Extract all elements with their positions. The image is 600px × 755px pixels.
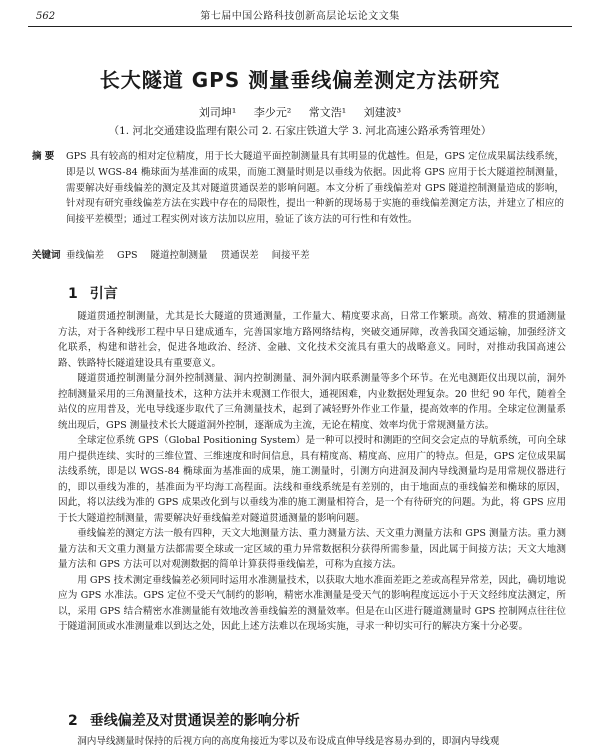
affiliations: （1. 河北交通建设监理有限公司 2. 石家庄铁道大学 3. 河北高速公路承秀管理处）: [108, 125, 492, 137]
abstract-label: 摘 要: [32, 151, 55, 162]
abstract-text: GPS 具有较高的相对定位精度，用于长大隧道平面控制测量具有其明显的优越性。但是，GPS 定位成果属法线系统，即是以 WGS-84 椭球面为基准面的成果，而施工测量时则是以垂线为依据。因此将 GPS 应用于长大隧道控制测量，需要解决好垂线偏差的测定及其对隧道贯通误差的影响问题。本文分析了垂线偏差对 GPS 隧道控制测量造成的影响，针对现有研究垂线偏差方法在实践中存在的局限性，提出一种新的现场易于实施的垂线偏差测定方法，并建立了相应的间接平差模型；通过工程实例对该方法加以应用，验证了该方法的可行性和有效性。: [66, 151, 564, 226]
keyword: 贯通误差: [220, 250, 259, 261]
paragraph: 垂线偏差的测定方法一般有四种，天文大地测量方法、重力测量方法、天文重力测量方法和 GPS 测量方法。重力测量方法和天文重力测量方法都需要全球或一定区域的重力异常数据积分获得所需参量，因此属于间接方法；天文大地测量方法和 GPS 方法可以对观测数据的简单计算获得垂线偏差，可称为直接方法。: [58, 528, 566, 570]
section-title: 垂线偏差及对贯通误差的影响分析: [89, 713, 300, 729]
keywords-list: [66, 248, 564, 263]
paper-title: 长大隧道 GPS 测量垂线偏差测定方法研究: [99, 68, 501, 92]
paragraph: 洞内导线测量时保持的后视方向的高度角接近为零以及布设成直伸导线是容易办到的，即洞内导线观: [77, 736, 500, 747]
paragraph: 隧道贯通控制测量分洞外控制测量、洞内控制测量、洞外洞内联系测量等多个环节。在光电测距仪出现以前，洞外控制测量采用的三角测量技术，这种方法并未观测工作很大，通视困难，内业数据处理复杂。20 世纪 90 年代，随着全站仪的应用普及，光电导线逐步取代了三角测量技术，起到了减轻野外作业工作量，提高效率的作用。全球定位测量系统出现后，GPS 测量技术长大隧道洞外控制，逐渐成为主流，无论在精度、效率均优于常规测量方法。: [58, 373, 566, 431]
authors: 刘司坤¹ 李少元² 常文浩¹ 刘建波³: [198, 106, 402, 119]
section-number: 2: [68, 713, 78, 729]
journal-name: 第七届中国公路科技创新高层论坛论文文集: [200, 11, 400, 22]
keywords-label: 关键词: [32, 250, 61, 261]
keyword: 垂线偏差: [66, 250, 105, 261]
page-number: 562: [36, 11, 56, 22]
section-heading-2: [68, 710, 300, 730]
paragraph: 用 GPS 技术测定垂线偏差必须同时运用水准测量技术，以获取大地水准面差距之差或高程异常差，因此，确切地说应为 GPS 水准法。GPS 定位不受天气制约的影响，精密水准测量是受天气的影响程度远远小于天文经纬度法测定，所以，采用 GPS 结合精密水准测量能有效地改善垂线偏差的测量效率。但是在山区进行隧道测量时 GPS 控制网点往往位于隧道洞顶或水准测量难以到达之处，因此上述方法难以在现场实施，寻求一种切实可行的解决方案十分必要。: [58, 574, 566, 632]
keyword: 间接平差: [271, 250, 310, 261]
keywords: [32, 248, 564, 263]
paragraph: 全球定位系统 GPS（Global Positioning System）是一种可以授时和测距的空间交会定点的导航系统，可向全球用户提供连续、实时的三维位置、三维速度和时间信息，具有精度高、精度高、应用广的特点。但是，GPS 定位成果属法线系统，即是以 WGS-84 椭球面为基准面的成果，施工测量时，引测方向进洞及洞内导线测量均是用常规仪器进行的，即以垂线为准的，基准面为平均海工高程面。法线和垂线系统是有差别的，由于地面点的垂线偏差和椭球的原因，因此，将以法线为准的 GPS 成果改化到与以垂线为准的施工测量相符合，是一个有待研究的问题。为此，将 GPS 应用于长大隧道控制测量，需要解决好垂线偏差对隧道贯通测量的影响问题。: [58, 435, 566, 524]
section-heading-1: [68, 283, 118, 303]
paragraph: 隧道贯通控制测量，尤其是长大隧道的贯通测量，工作量大、精度要求高，日常工作繁琐。高效、精准的贯通测量方法，对于各种线形工程中早日建成通车，完善国家地方路网络结构，突破交通屏障，改善我国交通运输，加强经济文化联系，构建和谐社会，促进各地政治、经济、金融、文化技术交流具有重大的战略意义。同时，对推动我国高速公路、铁路特长隧道建设具有重要意义。: [58, 311, 566, 369]
abstract: [32, 149, 564, 228]
section-2-body: [58, 734, 566, 750]
section-title: 引言: [89, 286, 118, 302]
running-header: [28, 8, 572, 27]
keyword: GPS 隧道控制测量: [117, 250, 208, 261]
section-number: 1: [68, 286, 78, 302]
section-1-body: [58, 309, 566, 635]
